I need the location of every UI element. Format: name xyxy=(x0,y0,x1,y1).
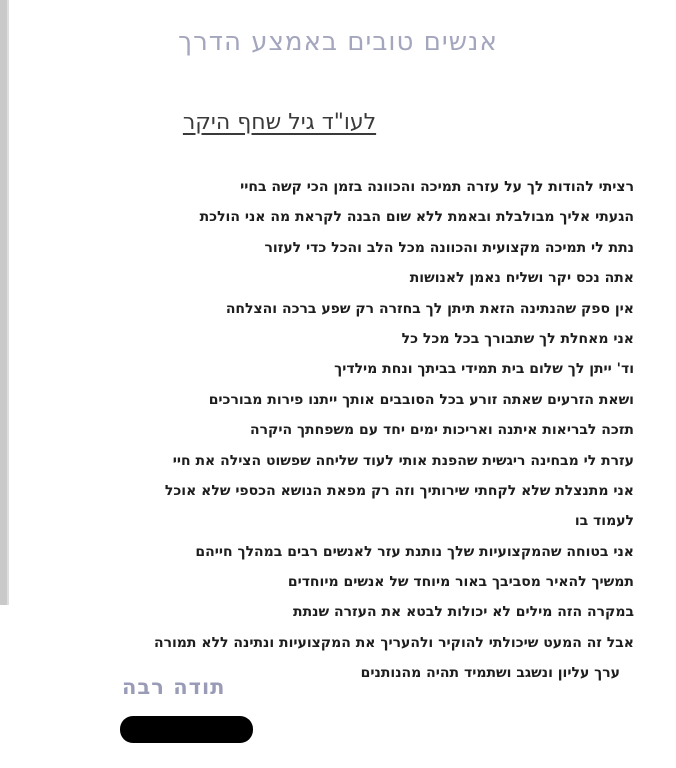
scan-background-strip xyxy=(0,0,7,605)
letter-line: אני מתנצלת שלא לקחתי שירותיך וזה רק מפאת הנושא הכספי שלא אוכל xyxy=(164,482,634,499)
letter-page xyxy=(7,0,669,768)
letter-line: תמשיך להאיר מסביבך באור מיוחד של אנשים מיוחדים xyxy=(287,574,634,591)
letter-line: אני בטוחה שהמקצועיות שלך נותנת עזר לאנשים רבים במהלך חייהם xyxy=(195,543,634,560)
letter-subject: לעו"ד גיל שחף היקר xyxy=(182,110,377,135)
letter-line: נתת לי תמיכה מקצועית והכוונה מכל הלב והכל כדי לעזור xyxy=(264,239,634,256)
redacted-signature xyxy=(120,716,253,743)
letter-body xyxy=(34,172,634,689)
page-edge-shadow xyxy=(7,0,9,605)
letter-line: אין ספק שהנתינה הזאת תיתן לך בחזרה רק שפע ברכה והצלחה xyxy=(225,300,634,317)
letter-line: רציתי להודות לך על עזרה תמיכה והכוונה בזמן הכי קשה בחיי xyxy=(240,179,634,195)
letterhead-title: אנשים טובים באמצע הדרך xyxy=(178,27,498,57)
letter-line: אני מאחלת לך שתבורך בכל מכל כל xyxy=(401,330,634,347)
letter-line: וד' ייתן לך שלום בית תמידי בביתך ונחת מילדיך xyxy=(334,361,634,378)
letter-line: ערך עליון ונשגב ושתמיד תהיה מהנותנים xyxy=(360,665,620,682)
letter-line: אתה נכס יקר ושליח נאמן לאנושות xyxy=(409,270,634,287)
letter-line: הגעתי אליך מבולבלת ובאמת ללא שום הבנה לקראת מה אני הולכת xyxy=(199,209,634,226)
letter-line: במקרה הזה מילים לא יכולות לבטא את העזרה שנתת xyxy=(293,604,634,621)
letter-line: עזרת לי מבחינה ריגשית שהפנת אותי לעוד שליחה שפשוט הצילה את חיי xyxy=(172,452,634,469)
letter-line: ושאת הזרעים שאתה זורע בכל הסובבים אותך ייתנו פירות מבורכים xyxy=(208,391,634,408)
letter-line: תזכה לבריאות איתנה ואריכות ימים יחד עם משפחתך היקרה xyxy=(249,422,634,439)
letter-line: אבל זה המעט שיכולתי להוקיר ולהעריך את המקצועיות ונתינה ללא תמורה xyxy=(153,634,634,651)
closing-thanks: תודה רבה xyxy=(122,675,226,699)
letter-line: לעמוד בו xyxy=(574,513,634,530)
